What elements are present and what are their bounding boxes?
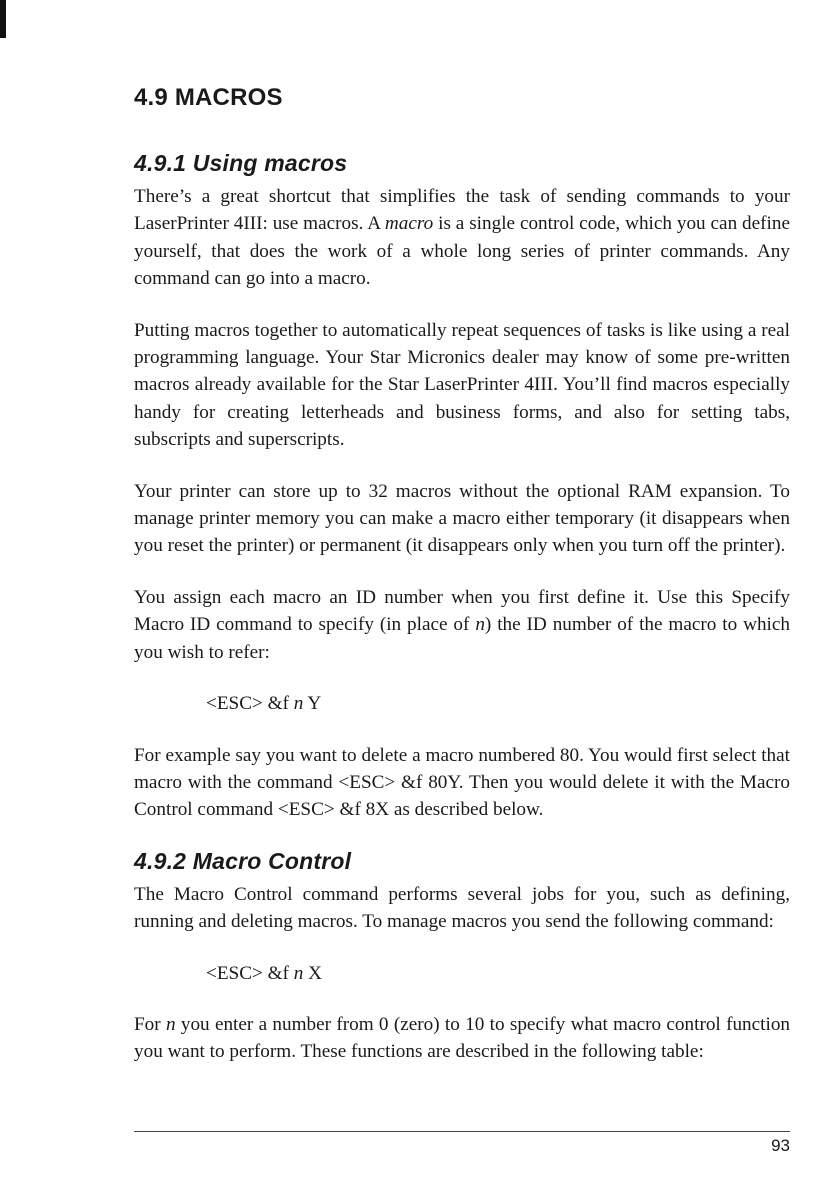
paragraph-memory: Your printer can store up to 32 macros without the optional RAM expansion. To manage printer memory you can make a macro either temporary (it disappears when you reset the printer) or permanent (it disappears only when you turn off the printer). bbox=[134, 480, 790, 557]
section-title: 4.9 MACROS bbox=[134, 84, 283, 111]
paragraph-functions-part-b: you enter a number from 0 (zero) to 10 to specify what macro control function you want to perform. These functions are described in the following table: bbox=[134, 1013, 791, 1063]
footer-rule bbox=[134, 1131, 790, 1132]
paragraph-functions bbox=[134, 1011, 790, 1066]
paragraph-macro-control: The Macro Control command performs several jobs for you, such as defining, running and deleting macros. To manage macros you send the following command: bbox=[134, 883, 790, 933]
paragraph-intro-part-a: There’s a great shortcut that simplifies the task of sending commands to your LaserPrinter 4III: use macros. A bbox=[134, 186, 790, 235]
command-suffix: X bbox=[303, 962, 322, 984]
paragraph-programming: Putting macros together to automatically repeat sequences of tasks is like using a real programming language. Your Star Micronics dealer may know of some pre-written macros already available for the Star LaserPrinter 4III. You’ll find macros especially handy for creating letterheads and business forms, and also for setting tabs, subscripts and superscripts. bbox=[134, 319, 790, 451]
paragraph-intro bbox=[134, 183, 790, 293]
subsection-title-using-macros: 4.9.1 Using macros bbox=[134, 150, 348, 176]
scan-edge-mark bbox=[0, 0, 6, 38]
term-macro: macro bbox=[384, 213, 434, 235]
command-prefix: <ESC> &f bbox=[206, 693, 294, 715]
command-variable-n: n bbox=[293, 693, 304, 715]
command-suffix: Y bbox=[303, 693, 322, 715]
variable-n: n bbox=[165, 1013, 176, 1035]
document-page bbox=[134, 84, 790, 1090]
page-number: 93 bbox=[771, 1136, 790, 1155]
paragraph-id-number-part-a: You assign each macro an ID number when you first define it. Use this Specify Macro ID command to specify (in place of bbox=[134, 586, 790, 636]
subsection-title-macro-control: 4.9.2 Macro Control bbox=[134, 847, 352, 874]
paragraph-functions-part-a: For bbox=[134, 1013, 166, 1035]
command-specify-macro-id bbox=[206, 690, 790, 717]
paragraph-id-number bbox=[134, 584, 790, 666]
paragraph-id-number-part-b: ) the ID number of the macro to which you wish to refer: bbox=[134, 614, 790, 663]
variable-n: n bbox=[475, 614, 485, 636]
paragraph-intro-part-b: is a single control code, which you can define yourself, that does the work of a whole long series of printer commands. Any command can go into a macro. bbox=[134, 213, 790, 290]
command-prefix: <ESC> &f bbox=[206, 962, 294, 984]
command-variable-n: n bbox=[293, 962, 304, 984]
paragraph-example: For example say you want to delete a macro numbered 80. You would first select that macro with the command <ESC> &f 80Y. Then you would delete it with the Macro Control command <ESC> &f 8X as described below. bbox=[134, 744, 790, 821]
command-macro-control bbox=[206, 960, 790, 987]
